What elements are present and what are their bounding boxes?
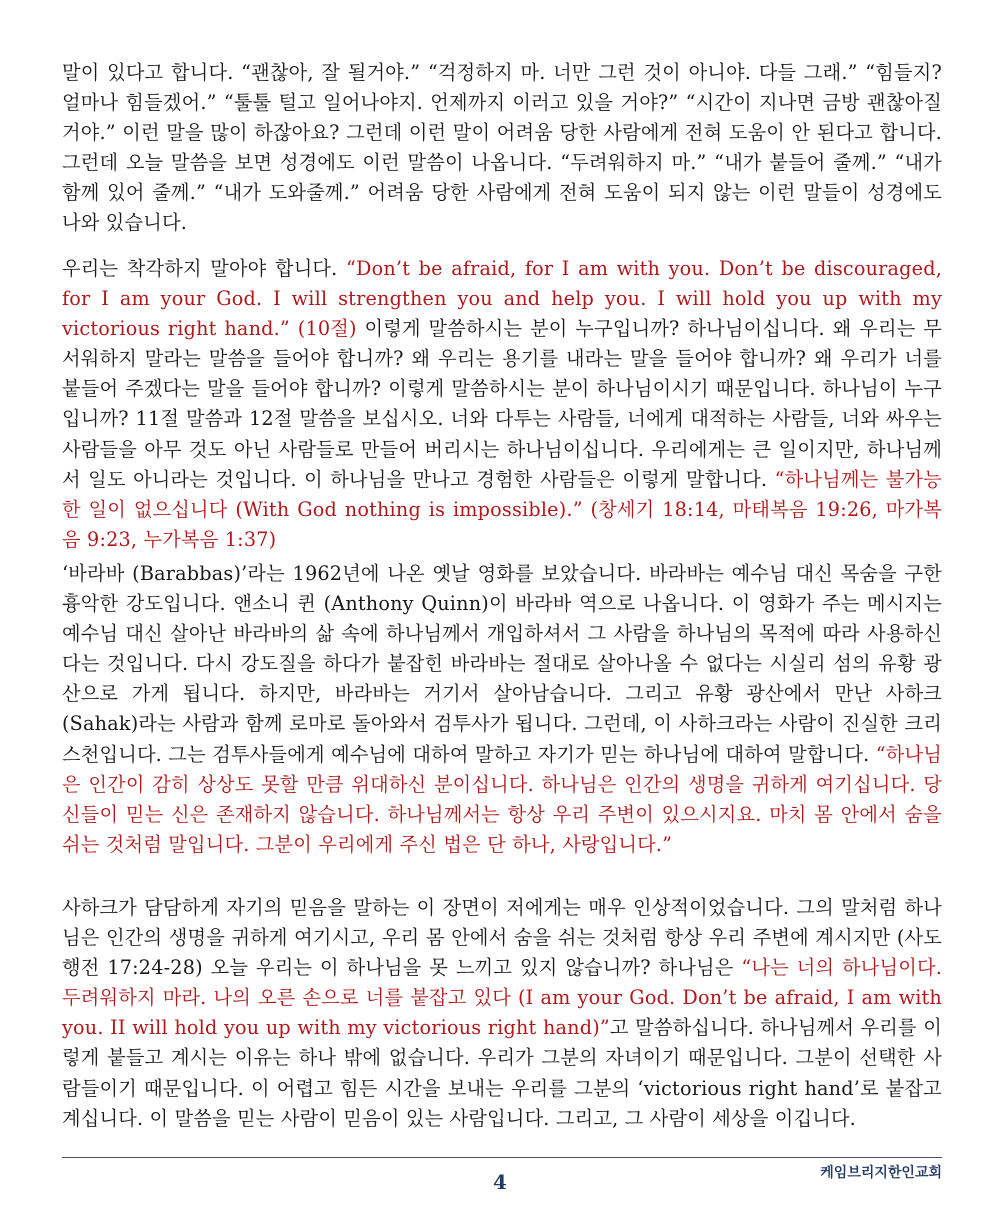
paragraph-3 bbox=[62, 559, 942, 860]
paragraph-4-intro: 사하크가 담담하게 자기의 믿음을 말하는 이 장면이 저에게는 매우 인상적이었습니다. 그의 말처럼 하나님은 인간의 생명을 귀하게 여기시고, 우리 몸 안에서 숨을 쉬는 것처럼 항상 우리 주변에 계시지만 (사도행전 17:24-28) 오늘 우리는 이 하나님을 못 느끼고 있지 않습니까? 하나님은 bbox=[62, 896, 942, 980]
paragraph-4 bbox=[62, 893, 942, 1134]
paragraph-3-body: ‘바라바 (Barabbas)’라는 1962년에 나온 옛날 영화를 보았습니다. 바라바는 예수님 대신 목숨을 구한 흉악한 강도입니다. 앤소니 퀸 (Anthony Quinn)이 바라바 역으로 나옵니다. 이 영화가 주는 메시지는 예수님 대신 살아난 바라바의 삶 속에 하나님께서 개입하셔서 그 사람을 하나님의 목적에 따라 사용하신다는 것입니다. 다시 강도질을 하다가 붙잡힌 바라바는 절대로 살아나올 수 없다는 시실리 섬의 유황 광산으로 가게 됩니다. 하지만, 바라바는 거기서 살아남습니다. 그리고 유황 광산에서 만난 사하크 (Sahak)라는 사람과 함께 로마로 돌아와서 검투사가 됩니다. 그런데, 이 사하크라는 사람이 진실한 크리스천입니다. 그는 검투사들에게 예수님에 대하여 말하고 자기가 믿는 하나님에 대하여 말합니다. bbox=[62, 562, 942, 766]
church-name: 케임브리지한인교회 bbox=[820, 1165, 942, 1181]
paragraph-1 bbox=[62, 58, 942, 239]
scripture-quote-right-hand: “나는 너의 하나님이다. 두려워하지 마라. 나의 오른 손으로 너를 붙잡고 있다 (I am your God. Don’t be afraid, I am with you. II will hold you up with my victorious right hand)” bbox=[62, 956, 942, 1040]
footer-divider bbox=[62, 1157, 942, 1158]
paragraph-2 bbox=[62, 254, 942, 555]
paragraph-4-body: 고 말씀하십니다. 하나님께서 우리를 이렇게 붙들고 계시는 이유는 하나 밖에 없습니다. 우리가 그분의 자녀이기 때문입니다. 그분이 선택한 사람들이기 때문입니다. 이 어렵고 힘든 시간을 보내는 우리를 그분의 ‘victorious right hand’로 붙잡고 계십니다. 이 말씀을 믿는 사람이 믿음이 있는 사람입니다. 그리고, 그 사람이 세상을 이깁니다. bbox=[62, 1016, 943, 1130]
paragraph-1-text: 말이 있다고 합니다. “괜찮아, 잘 될거야.” “걱정하지 마. 너만 그런 것이 아니야. 다들 그래.” “힘들지? 얼마나 힘들겠어.” “툴툴 털고 일어나야지. 언제까지 이러고 있을 거야?” “시간이 지나면 금방 괜찮아질 거야.” 이런 말을 많이 하잖아요? 그런데 이런 말이 어려움 당한 사람에게 전혀 도움이 안 된다고 합니다. 그런데 오늘 말씀을 보면 성경에도 이런 말씀이 나옵니다. “두려워하지 마.” “내가 붙들어 줄께.” “내가 함께 있어 줄께.” “내가 도와줄께.” 어려움 당한 사람에게 전혀 도움이 되지 않는 이런 말들이 성경에도 나와 있습니다. bbox=[62, 61, 942, 235]
sahak-quote: “하나님은 인간이 감히 상상도 못할 만큼 위대하신 분이십니다. 하나님은 인간의 생명을 귀하게 여기십니다. 당신들이 믿는 신은 존재하지 않습니다. 하나님께서는 항상 우리 주변이 있으시지요. 마치 몸 안에서 숨을 쉬는 것처럼 말입니다. 그분이 우리에게 주신 법은 단 하나, 사랑입니다.” bbox=[62, 742, 942, 856]
page-number: 4 bbox=[493, 1170, 507, 1194]
scripture-quote-nothing-impossible: “하나님께는 불가능한 일이 없으십니다 (With God nothing is impossible).” (창세기 18:14, 마태복음 19:26, 마가복음 9:23, 누가복음 1:37) bbox=[62, 467, 942, 551]
paragraph-2-body: 이렇게 말씀하시는 분이 누구입니까? 하나님이십니다. 왜 우리는 무서워하지 말라는 말씀을 들어야 합니까? 왜 우리는 용기를 내라는 말을 들어야 합니까? 왜 우리가 너를 붙들어 주겠다는 말을 들어야 합니까? 이렇게 말씀하시는 분이 하나님이시기 때문입니다. 하나님이 누구입니까? 11절 말씀과 12절 말씀을 보십시오. 너와 다투는 사람들, 너에게 대적하는 사람들, 너와 싸우는 사람들을 아무 것도 아닌 사람들로 만들어 버리시는 하나님이십니다. 우리에게는 큰 일이지만, 하나님께서 일도 아니라는 것입니다. 이 하나님을 만나고 경험한 사람들은 이렇게 말합니다. bbox=[62, 317, 942, 491]
scripture-quote-isaiah: “Don’t be afraid, for I am with you. Don’t be discouraged, for I am your God. I will strengthen you and help you. I will hold you up with my victorious right hand.” (10절) bbox=[62, 257, 942, 341]
paragraph-2-intro: 우리는 착각하지 말아야 합니다. bbox=[62, 257, 346, 280]
